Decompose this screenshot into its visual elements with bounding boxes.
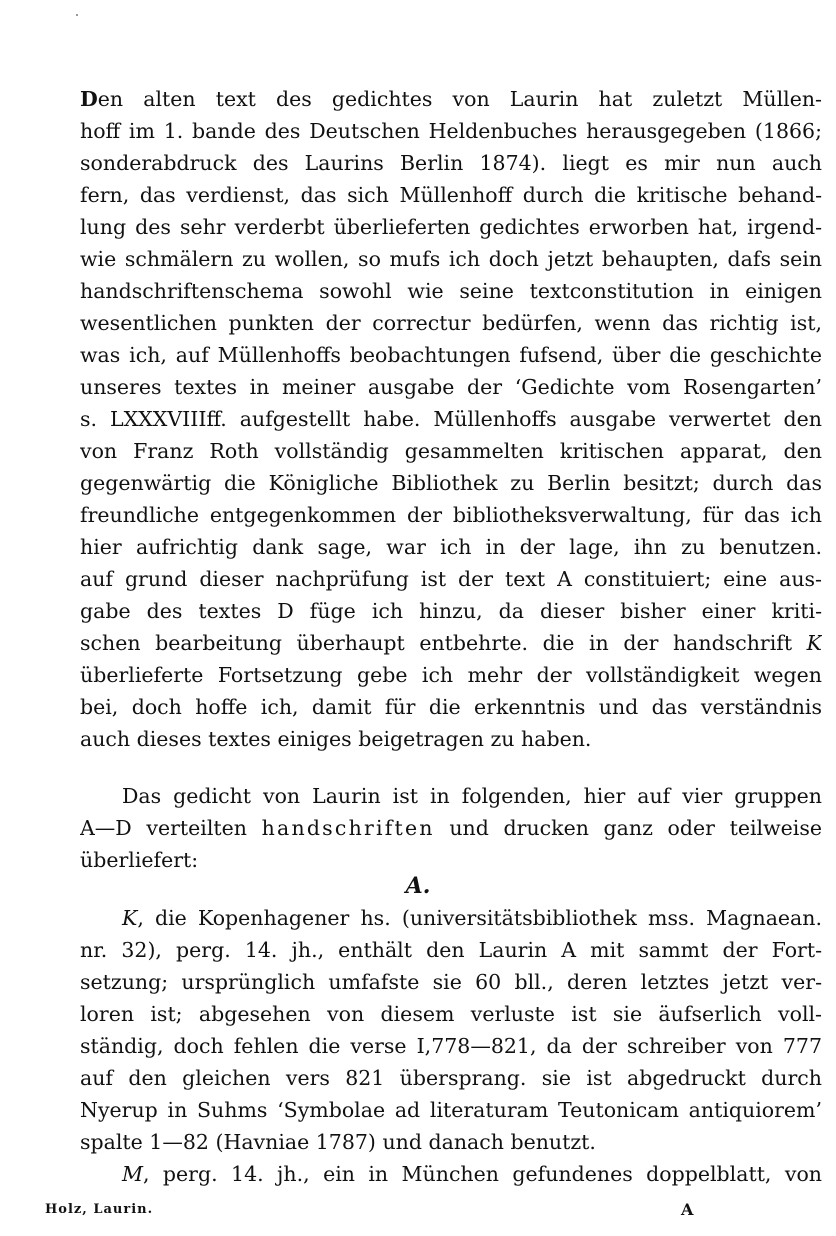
paragraph-manuscript-m bbox=[80, 1158, 822, 1190]
line-text: und drucken ganz oder teilweise bbox=[449, 816, 822, 840]
text-line: nr. 32), perg. 14. jh., enthält den Laurin A mit sammt der Fort- bbox=[80, 938, 822, 962]
text-line: unseres textes in meiner ausgabe der ‘Gedichte vom Rosengarten’ bbox=[80, 375, 822, 399]
text-line: wesentlichen punkten der correctur bedürfen, wenn das richtig ist, bbox=[80, 311, 822, 335]
siglum-italic: K bbox=[122, 906, 138, 930]
siglum-italic: M bbox=[122, 1162, 143, 1186]
text-line bbox=[80, 83, 822, 115]
text-line: überlieferte Fortsetzung gebe ich mehr der vollständigkeit wegen bbox=[80, 663, 822, 687]
paragraph-manuscript-k bbox=[80, 902, 822, 1158]
spaced-emphasis: handschriften bbox=[261, 816, 435, 840]
text-line: was ich, auf Müllenhoffs beobachtungen fufsend, über die geschichte bbox=[80, 343, 822, 367]
text-line: Nyerup in Suhms ‘Symbolae ad literaturam Teutonicam antiquiorem’ bbox=[80, 1098, 822, 1122]
text-line: wie schmälern zu wollen, so mufs ich doch jetzt behaupten, dafs sein bbox=[80, 247, 822, 271]
text-line: loren ist; abgesehen von diesem verluste ist sie äufserlich voll- bbox=[80, 1002, 822, 1026]
text-line bbox=[80, 1158, 822, 1190]
text-line: von Franz Roth vollständig gesammelten kritischen apparat, den bbox=[80, 439, 822, 463]
text-line: handschriftenschema sowohl wie seine textconstitution in einigen bbox=[80, 279, 822, 303]
drop-cap: D bbox=[80, 87, 98, 111]
text-line: überliefert: bbox=[80, 848, 199, 872]
text-line: Das gedicht von Laurin ist in folgenden, hier auf vier gruppen bbox=[122, 784, 822, 808]
text-line: spalte 1—82 (Havniae 1787) und danach benutzt. bbox=[80, 1130, 596, 1154]
text-line: setzung; ursprünglich umfafste sie 60 bll., deren letztes jetzt ver- bbox=[80, 970, 822, 994]
text-line: auf den gleichen vers 821 übersprang. sie ist abgedruckt durch bbox=[80, 1066, 822, 1090]
line-text: , perg. 14. jh., ein in München gefundenes doppelblatt, von bbox=[143, 1162, 822, 1186]
text-line: ständig, doch fehlen die verse I,778—821, da der schreiber von 777 bbox=[80, 1034, 822, 1058]
paragraph-intro bbox=[80, 83, 822, 755]
text-line bbox=[80, 902, 822, 934]
text-line: gabe des textes D füge ich hinzu, da dieser bisher einer kriti- bbox=[80, 599, 822, 623]
text-line: hoff im 1. bande des Deutschen Heldenbuches herausgegeben (1866; bbox=[80, 119, 822, 143]
text-line: bei, doch hoffe ich, damit für die erkenntnis und das verständnis bbox=[80, 695, 822, 719]
text-line: freundliche entgegenkommen der bibliotheksverwaltung, für das ich bbox=[80, 503, 822, 527]
paper-speck bbox=[76, 14, 78, 16]
text-line: hier aufrichtig dank sage, war ich in der lage, ihn zu benutzen. bbox=[80, 535, 822, 559]
text-line: auch dieses textes einiges beigetragen zu haben. bbox=[80, 727, 592, 751]
text-line: s. LXXXVIIIff. aufgestellt habe. Müllenhoffs ausgabe verwertet den bbox=[80, 407, 822, 431]
text-line: lung des sehr verderbt überlieferten gedichtes erworben hat, irgend- bbox=[80, 215, 822, 239]
siglum-italic: K bbox=[806, 631, 822, 655]
line-text: , die Kopenhagener hs. (universitätsbibliothek mss. Magnaean. bbox=[137, 906, 822, 930]
text-line: fern, das verdienst, das sich Müllenhoff durch die kritische behand- bbox=[80, 183, 822, 207]
footer-author-title: Holz, Laurin. bbox=[45, 1202, 154, 1217]
section-heading: A. bbox=[405, 873, 431, 899]
text-line: gegenwärtig die Königliche Bibliothek zu Berlin besitzt; durch das bbox=[80, 471, 822, 495]
page-footer bbox=[45, 1198, 745, 1222]
line-text: A—D verteilten bbox=[80, 816, 247, 840]
text-line bbox=[80, 627, 822, 659]
line-text: en alten text des gedichtes von Laurin hat zuletzt Müllen- bbox=[97, 87, 822, 111]
text-line: auf grund dieser nachprüfung ist der text A constituiert; eine aus- bbox=[80, 567, 822, 591]
line-text: schen bearbeitung überhaupt entbehrte. die in der handschrift bbox=[80, 631, 793, 655]
text-line: sonderabdruck des Laurins Berlin 1874). liegt es mir nun auch bbox=[80, 151, 822, 175]
paragraph-transmission bbox=[80, 780, 822, 876]
footer-signature-mark: A bbox=[681, 1200, 695, 1219]
text-line bbox=[80, 812, 822, 844]
